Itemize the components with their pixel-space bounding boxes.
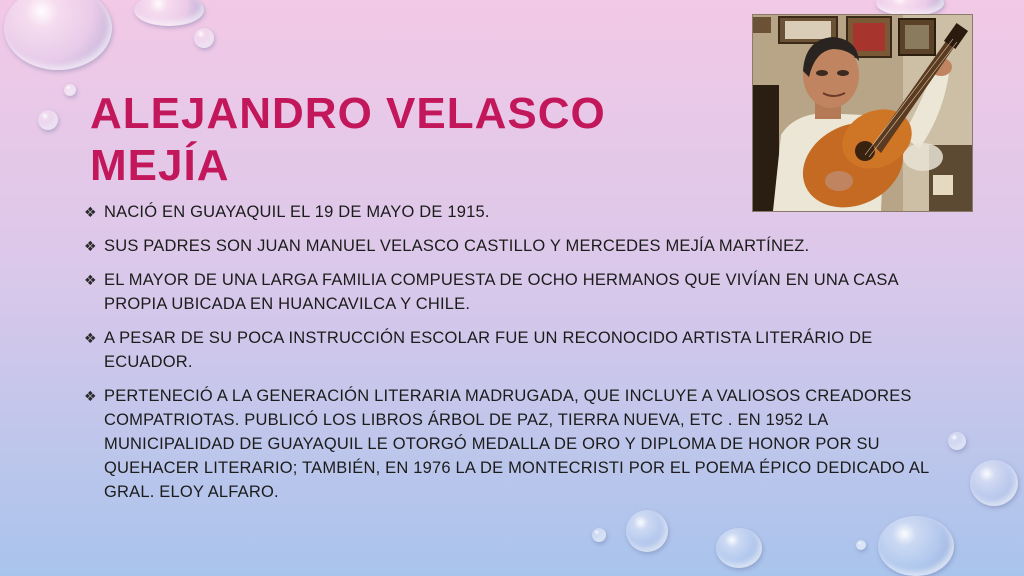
- diamond-bullet-icon: ❖: [84, 330, 97, 346]
- water-drop-decoration: [4, 0, 112, 70]
- portrait-photo: [752, 14, 973, 212]
- water-drop-decoration: [64, 84, 76, 96]
- water-drop-decoration: [194, 28, 214, 48]
- diamond-bullet-icon: ❖: [84, 388, 97, 404]
- list-item: [84, 384, 944, 504]
- water-drop-decoration: [38, 110, 58, 130]
- water-drop-decoration: [948, 432, 966, 450]
- diamond-bullet-icon: ❖: [84, 272, 97, 288]
- water-drop-decoration: [592, 528, 606, 542]
- list-item: [84, 234, 944, 258]
- diamond-bullet-icon: ❖: [84, 204, 97, 220]
- water-drop-decoration: [626, 510, 668, 552]
- water-drop-decoration: [856, 540, 866, 550]
- bullet-text: NACIÓ EN GUAYAQUIL EL 19 DE MAYO DE 1915.: [104, 203, 490, 221]
- slide-title: ALEJANDRO VELASCO MEJÍA: [90, 89, 606, 190]
- bullet-text: EL MAYOR DE UNA LARGA FAMILIA COMPUESTA DE OCHO HERMANOS QUE VIVÍAN EN UNA CASA PROPIA UBICADA EN HUANCAVILCA Y CHILE.: [104, 271, 898, 313]
- water-drop-decoration: [716, 528, 762, 568]
- water-drop-decoration: [134, 0, 204, 26]
- bullet-list: [84, 200, 944, 514]
- bullet-text: SUS PADRES SON JUAN MANUEL VELASCO CASTILLO Y MERCEDES MEJÍA MARTÍNEZ.: [104, 237, 810, 255]
- water-drop-decoration: [878, 516, 954, 576]
- man-with-guitar-illustration: [753, 15, 972, 211]
- list-item: [84, 326, 944, 374]
- list-item: [84, 200, 944, 224]
- list-item: [84, 268, 944, 316]
- diamond-bullet-icon: ❖: [84, 238, 97, 254]
- bullet-text: PERTENECIÓ A LA GENERACIÓN LITERARIA MADRUGADA, QUE INCLUYE A VALIOSOS CREADORES COMPATRIOTAS. PUBLICÓ LOS LIBROS ÁRBOL DE PAZ, TIERRA NUEVA, ETC . EN 1952 LA MUNICIPALIDAD DE GUAYAQUIL LE OTORGÓ MEDALLA DE ORO Y DIPLOMA DE HONOR POR SU QUEHACER LITERARIO; TAMBIÉN, EN 1976 LA DE MONTECRISTI POR EL POEMA ÉPICO DEDICADO AL GRAL. ELOY ALFARO.: [104, 387, 929, 501]
- water-drop-decoration: [970, 460, 1018, 506]
- bullet-text: A PESAR DE SU POCA INSTRUCCIÓN ESCOLAR FUE UN RECONOCIDO ARTISTA LITERÁRIO DE ECUADOR.: [104, 329, 873, 371]
